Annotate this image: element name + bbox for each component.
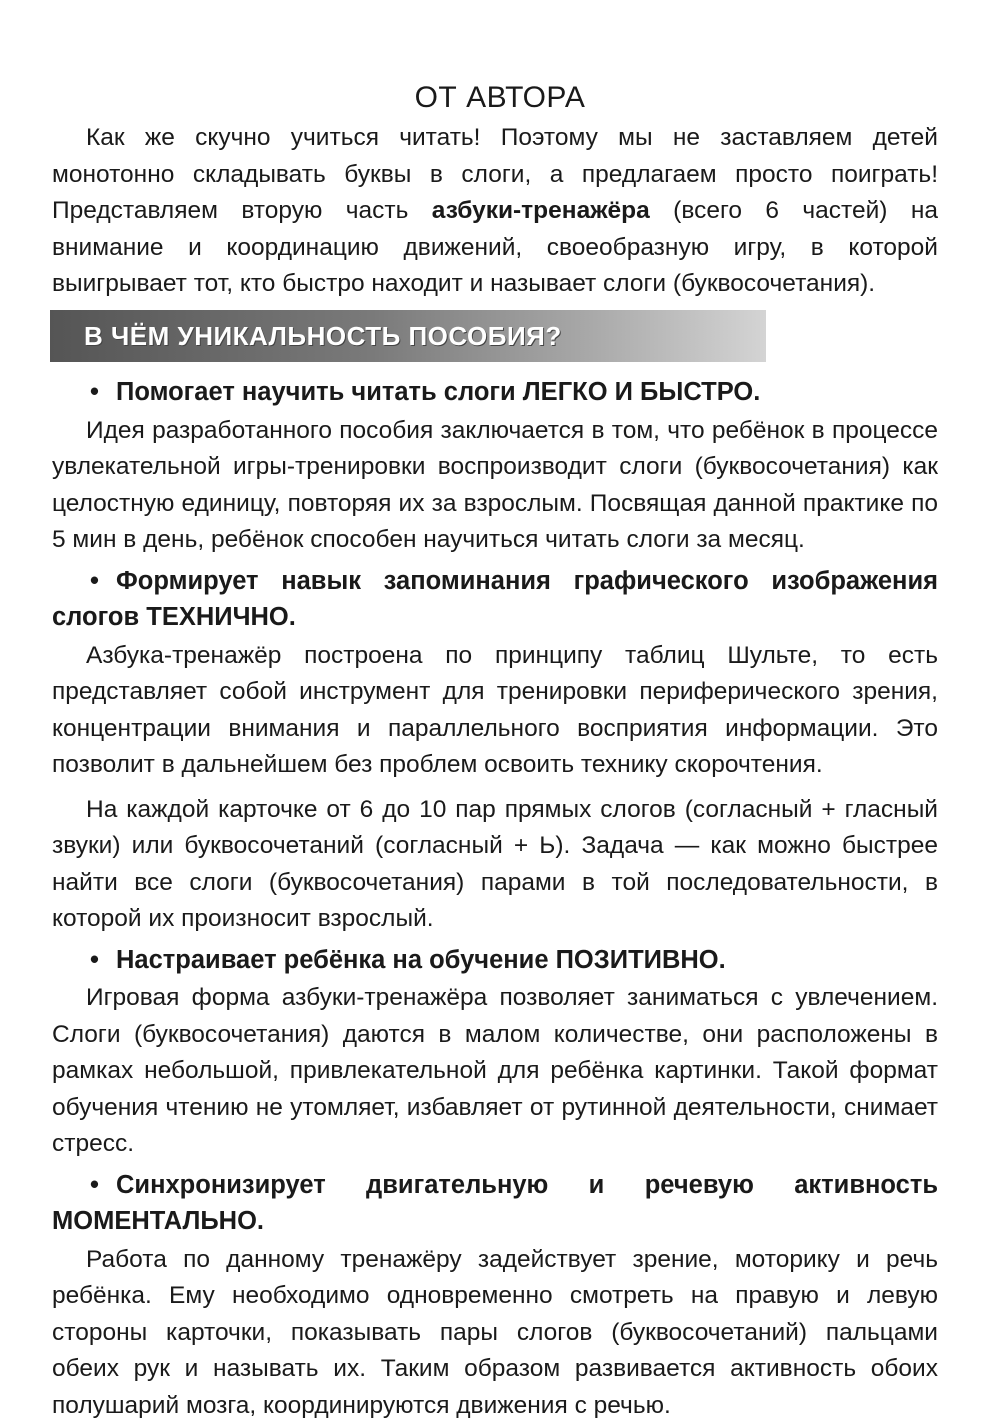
bullet-icon: • bbox=[90, 374, 116, 411]
bullet-icon: • bbox=[90, 1167, 116, 1204]
bullet-icon: • bbox=[90, 563, 116, 600]
bullet-icon: • bbox=[90, 942, 116, 979]
intro-bold-term: азбуки-тренажёра bbox=[432, 197, 650, 224]
banner-title: В ЧЁМ УНИКАЛЬНОСТЬ ПОСОБИЯ? bbox=[84, 321, 562, 352]
section-banner bbox=[50, 310, 766, 362]
feature-heading-text: Синхронизирует двигательную и речевую активность МОМЕНТАЛЬНО. bbox=[52, 1171, 938, 1236]
feature-paragraph: На каждой карточке от 6 до 10 пар прямых слогов (согласный + гласный звуки) или буквосочетаний (согласный + Ь). Задача — как можно быстрее найти все слоги (буквосочетания) парами в той последовательности, в которой их произносит взрослый. bbox=[52, 790, 938, 938]
feature-heading-text: Настраивает ребёнка на обучение ПОЗИТИВНО. bbox=[116, 946, 726, 974]
intro-text-end: (всего 6 частей) на внимание и координацию движений, своеобразную игру, в которой выигрывает тот, кто быстро находит и называет слоги (буквосочетания). bbox=[52, 197, 938, 297]
feature-heading bbox=[52, 938, 938, 979]
feature-paragraph: Работа по данному тренажёру задействует зрение, моторику и речь ребёнка. Ему необходимо одновременно смотреть на правую и левую стороны карточки, показывать пары слогов (буквосочетаний) пальцами обеих рук и называть их. Таким образом развивается активность обоих полушарий мозга, координируются движения с речью. bbox=[52, 1240, 938, 1424]
features-list bbox=[52, 370, 938, 1424]
feature-paragraph: Азбука-тренажёр построена по принципу таблиц Шульте, то есть представляет собой инструмент для тренировки периферического зрения, концентрации внимания и параллельного восприятия информации. Это позволит в дальнейшем без проблем освоить технику скорочтения. bbox=[52, 636, 938, 784]
feature-heading bbox=[52, 370, 938, 411]
feature-heading bbox=[52, 559, 938, 636]
page-title: ОТ АВТОРА bbox=[0, 80, 1000, 116]
intro-text-start: Как же скучно учиться читать! Поэтому мы не заставляем детей монотонно складывать буквы в слоги, а предлагаем просто поиграть! Представляем вторую часть bbox=[52, 124, 938, 224]
feature-paragraph: Идея разработанного пособия заключается в том, что ребёнок в процессе увлекательной игры-тренировки воспроизводит слоги (буквосочетания) как целостную единицу, повторяя их за взрослым. Посвящая данной практике по 5 мин в день, ребёнок способен научиться читать слоги за месяц. bbox=[52, 411, 938, 559]
feature-heading-text: Формирует навык запоминания графического изображения слогов ТЕХНИЧНО. bbox=[52, 567, 938, 632]
feature-paragraph: Игровая форма азбуки-тренажёра позволяет заниматься с увлечением. Слоги (буквосочетания) даются в малом количестве, они расположены в рамках небольшой, привлекательной для ребёнка картинки. Такой формат обучения чтению не утомляет, избавляет от рутинной деятельности, снимает стресс. bbox=[52, 978, 938, 1163]
feature-heading bbox=[52, 1163, 938, 1240]
intro-paragraph bbox=[52, 120, 938, 303]
feature-heading-text: Помогает научить читать слоги ЛЕГКО И БЫСТРО. bbox=[116, 378, 760, 406]
